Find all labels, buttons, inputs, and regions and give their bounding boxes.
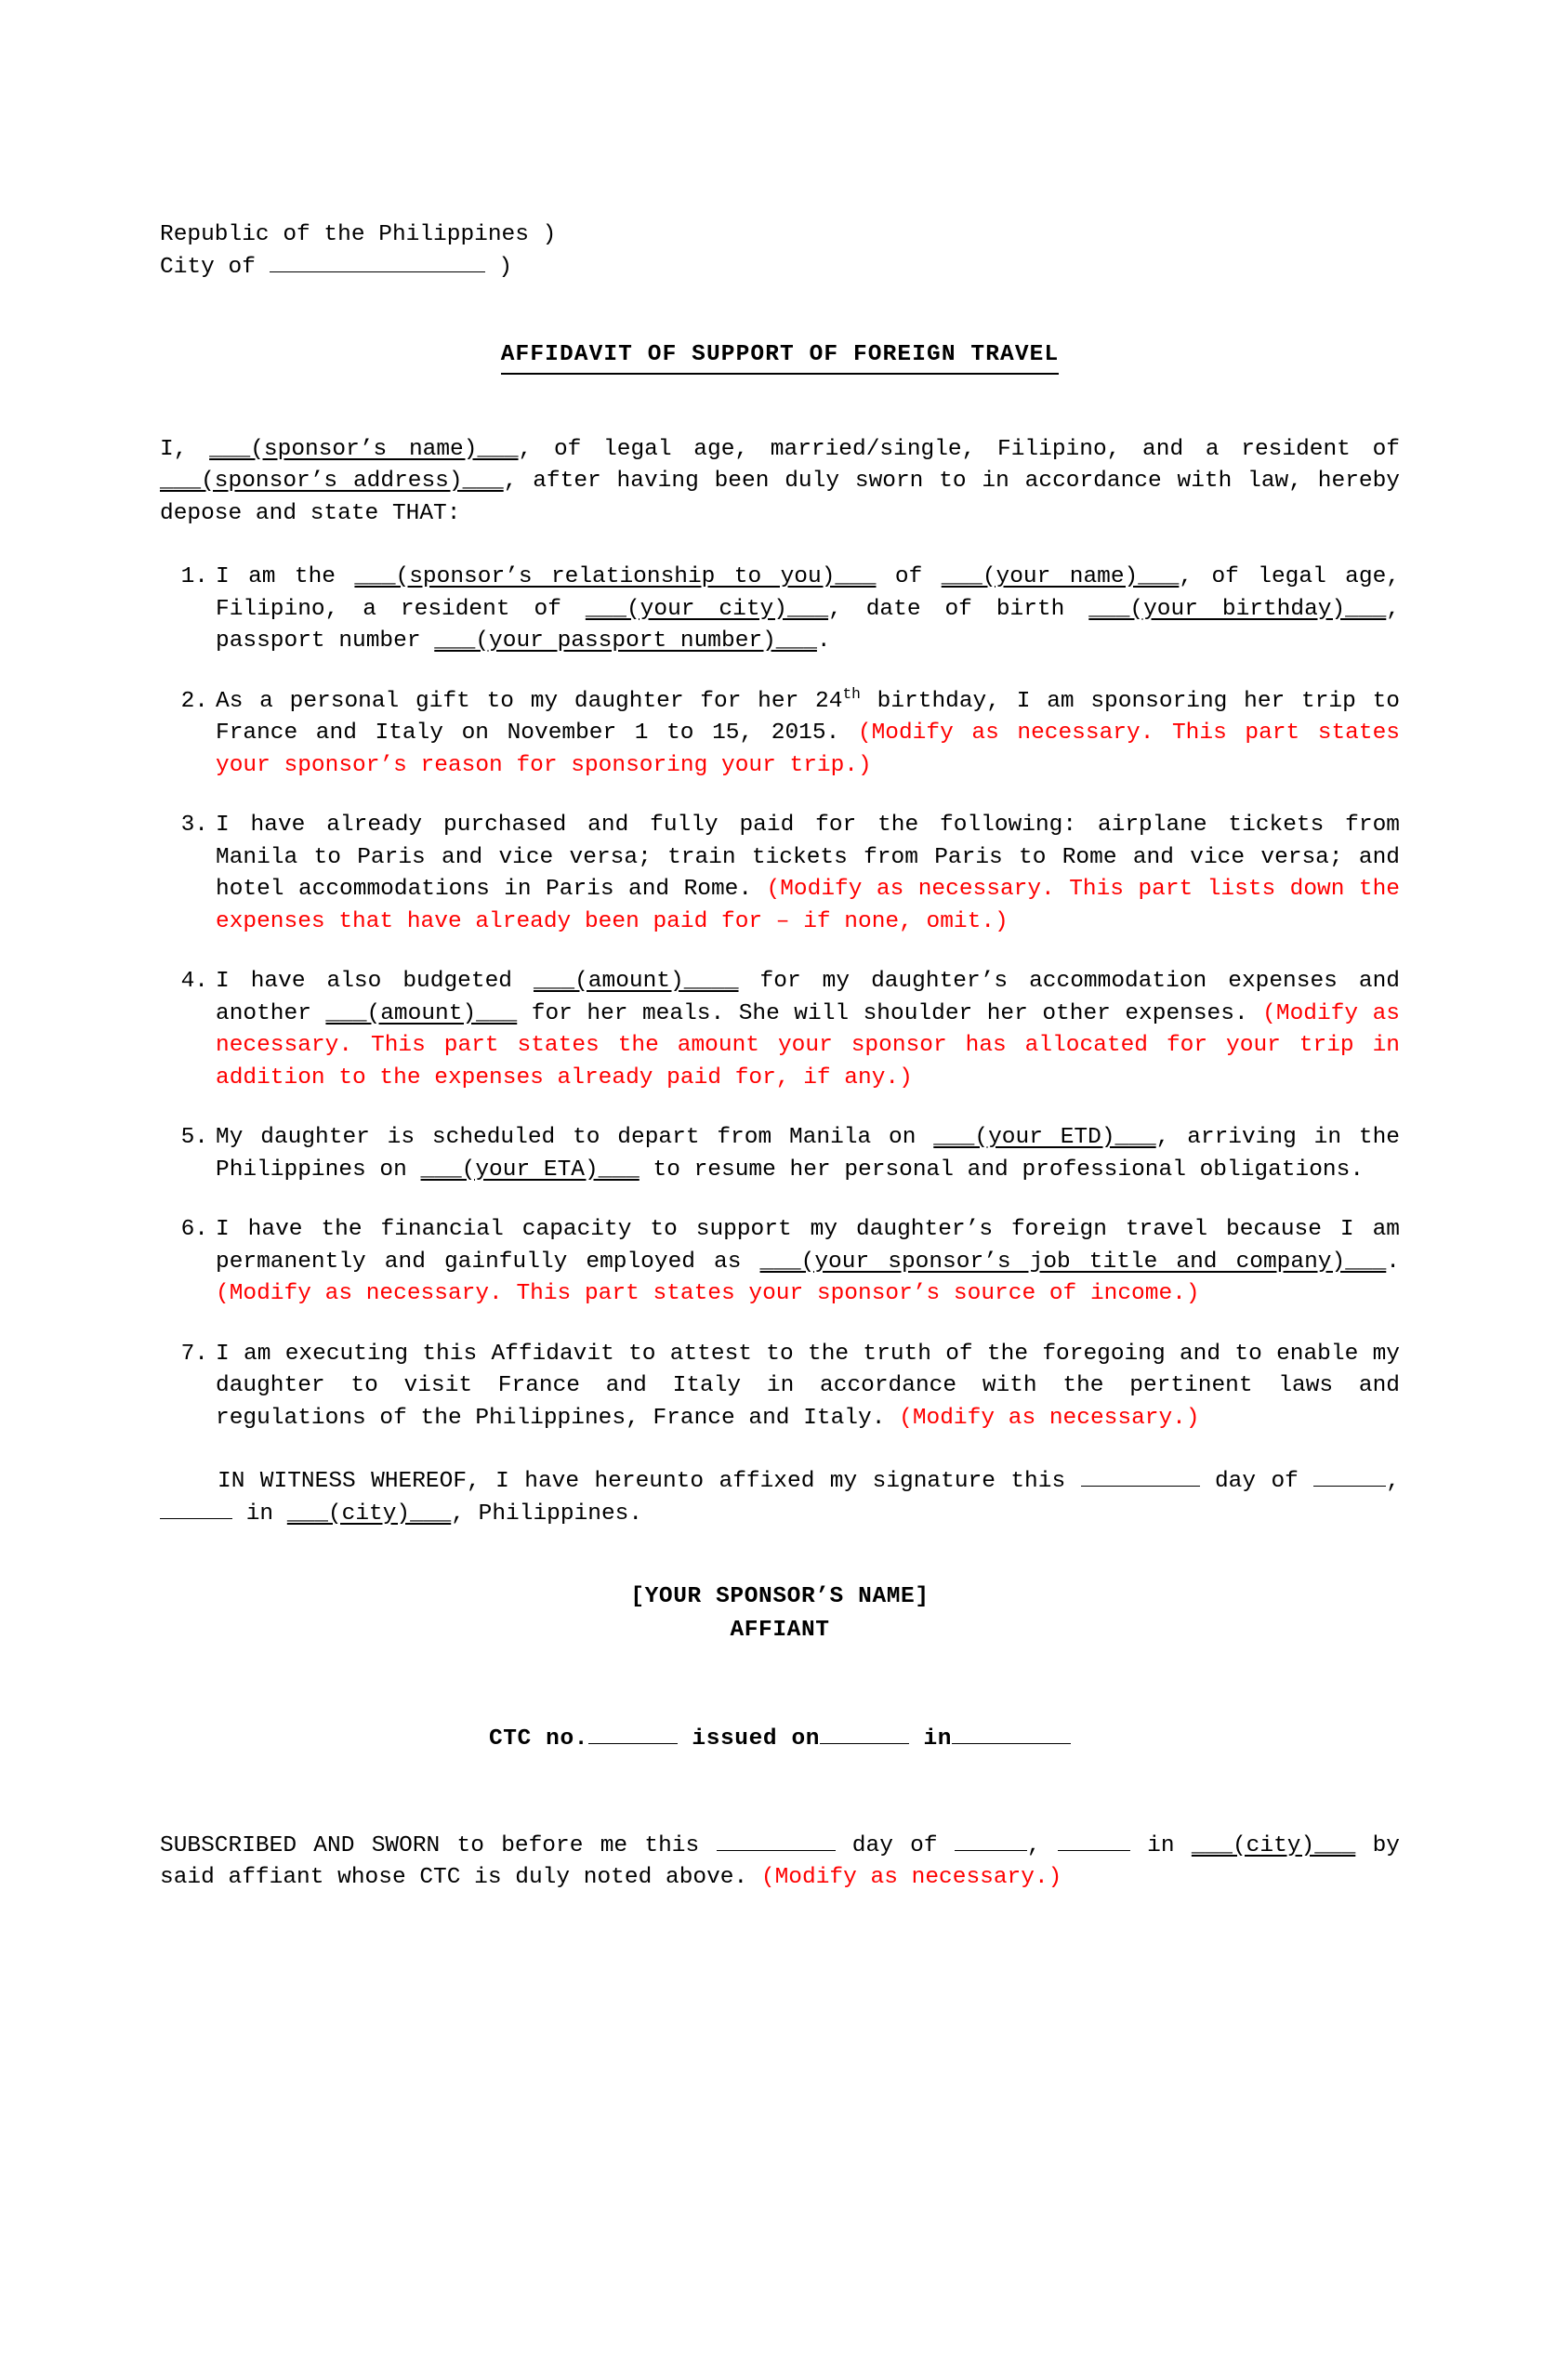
republic-heading	[160, 219, 1400, 284]
amount-accommodation-field[interactable]: ___(amount)____	[533, 969, 739, 994]
clause-4-text-3: for her meals. She will shoulder her other expenses.	[517, 1000, 1263, 1026]
jurat-year-blank[interactable]	[1058, 1850, 1130, 1851]
city-line	[160, 252, 1400, 284]
witness-city-field[interactable]: ___(city)___	[286, 1501, 452, 1527]
clause-1-text-4: , date of birth	[828, 596, 1089, 622]
republic-line: Republic of the Philippines )	[160, 222, 557, 247]
city-label: City of	[160, 254, 270, 280]
your-name-field[interactable]: ___(your name)___	[941, 564, 1180, 589]
jurat-city-field[interactable]: ___(city)___	[1191, 1832, 1356, 1858]
affiant-label: AFFIANT	[730, 1618, 830, 1643]
clause-4-text-1: I have also budgeted	[216, 969, 534, 994]
witness-text-5: , Philippines.	[451, 1501, 643, 1527]
birthday-field[interactable]: ___(your birthday)___	[1088, 596, 1387, 622]
intro-text-2: , of legal age, married/single, Filipino, and a resident of	[518, 436, 1400, 462]
intro-text-1: I,	[160, 436, 210, 462]
clause-4-note: (Modify as necessary. This part states the amount your sponsor has allocated for your trip in addition to the expenses already paid for, if any.)	[216, 1000, 1400, 1091]
ctc-in-label: in	[923, 1726, 953, 1752]
clause-6-text-1: I have the financial capacity to support my daughter’s foreign travel because I am permanently and gainfully employed as	[216, 1217, 1400, 1275]
witness-text-3: ,	[1386, 1469, 1400, 1494]
ctc-number-blank[interactable]	[588, 1743, 678, 1744]
ctc-date-blank[interactable]	[820, 1743, 909, 1744]
signature-block	[160, 1580, 1400, 1647]
clause-5-text-2: , arriving in the Philippines on	[216, 1125, 1400, 1183]
intro-paragraph	[160, 434, 1400, 531]
clause-7-text-1: I am executing this Affidavit to attest to the truth of the foregoing and to enable my daughter to visit France and Italy in accordance with the pertinent laws and regulations of the Philippines, France and Italy.	[216, 1341, 1400, 1431]
document-body	[160, 219, 1400, 1895]
clause-7-note: (Modify as necessary.)	[899, 1405, 1200, 1431]
numbered-clause-list	[160, 562, 1400, 1435]
clause-1-text-6: .	[816, 628, 831, 654]
witness-day-blank[interactable]	[1081, 1486, 1200, 1487]
witness-paragraph	[160, 1466, 1400, 1530]
clause-5-text-3: to resume her personal and professional obligations.	[639, 1157, 1365, 1183]
etd-field[interactable]: ___(your ETD)___	[933, 1125, 1156, 1150]
clause-item-3	[160, 810, 1400, 938]
relationship-field[interactable]: ___(sponsor’s relationship to you)___	[354, 564, 877, 589]
clause-1-text-1: I am the	[216, 564, 355, 589]
jurat-text-5: by said affiant whose CTC is duly noted above.	[160, 1832, 1401, 1890]
your-city-field[interactable]: ___(your city)___	[585, 596, 829, 622]
witness-month-blank[interactable]	[1313, 1486, 1386, 1487]
page-title: AFFIDAVIT OF SUPPORT OF FOREIGN TRAVEL	[501, 339, 1060, 375]
clause-6-text-2: .	[1386, 1249, 1400, 1275]
document-title-wrap	[160, 339, 1400, 375]
jurat-text-2: day of	[835, 1832, 955, 1858]
job-title-company-field[interactable]: ___(your sponsor’s job title and company)___	[759, 1249, 1387, 1275]
jurat-day-blank[interactable]	[717, 1850, 836, 1851]
clause-item-4	[160, 966, 1400, 1094]
witness-year-blank[interactable]	[160, 1518, 232, 1519]
witness-text-4: in	[232, 1501, 287, 1527]
clause-6-note: (Modify as necessary. This part states your sponsor’s source of income.)	[216, 1281, 1200, 1306]
eta-field[interactable]: ___(your ETA)___	[420, 1157, 640, 1183]
clause-2-text-1: As a personal gift to my daughter for her 24	[216, 688, 843, 714]
city-blank[interactable]	[270, 271, 485, 272]
ctc-place-blank[interactable]	[952, 1743, 1071, 1744]
clause-3-text-1: I have already purchased and fully paid for the following: airplane tickets from Manila to Paris and vice versa; train tickets from Paris to Rome and vice versa; and hotel accommodations in Paris and Rome.	[216, 813, 1400, 902]
witness-text-2: day of	[1199, 1469, 1314, 1494]
clause-item-1	[160, 562, 1400, 658]
sponsor-address-field[interactable]: ___(sponsor’s address)___	[160, 469, 504, 494]
clause-item-6	[160, 1214, 1400, 1311]
jurat-text-1: SUBSCRIBED AND SWORN to before me this	[160, 1832, 717, 1858]
jurat-note: (Modify as necessary.)	[760, 1865, 1062, 1890]
clause-item-5	[160, 1122, 1400, 1186]
witness-text-1: IN WITNESS WHEREOF, I have hereunto affixed my signature this	[218, 1469, 1081, 1494]
clause-5-text-1: My daughter is scheduled to depart from Manila on	[216, 1125, 934, 1150]
clause-1-text-2: of	[876, 564, 942, 589]
jurat-text-4: in	[1129, 1832, 1192, 1858]
clause-1-text-3: , of legal age, Filipino, a resident of	[216, 564, 1400, 622]
amount-meals-field[interactable]: ___(amount)___	[325, 1000, 518, 1026]
ctc-issued-label: issued on	[692, 1726, 821, 1752]
jurat-month-blank[interactable]	[955, 1850, 1027, 1851]
jurat-text-3: ,	[1026, 1832, 1058, 1858]
affiant-name: [YOUR SPONSOR’S NAME]	[630, 1584, 930, 1609]
sponsor-name-field[interactable]: ___(sponsor’s name)___	[209, 436, 519, 462]
intro-text-3: , after having been duly sworn to in accordance with law, hereby depose and state THAT:	[160, 469, 1401, 526]
clause-item-7	[160, 1339, 1400, 1435]
clause-1-text-5: , passport number	[216, 596, 1400, 654]
clause-2-text-2: birthday, I am sponsoring her trip to France and Italy on November 1 to 15, 2015.	[216, 688, 1400, 746]
clause-3-note: (Modify as necessary. This part lists down the expenses that have already been paid for – if none, omit.)	[216, 877, 1400, 934]
clause-2-note: (Modify as necessary. This part states your sponsor’s reason for sponsoring your trip.)	[216, 721, 1400, 778]
ordinal-suffix: th	[842, 685, 861, 703]
ctc-block	[160, 1724, 1400, 1756]
passport-number-field[interactable]: ___(your passport number)___	[434, 628, 817, 654]
ctc-label: CTC no.	[488, 1726, 589, 1752]
clause-4-text-2: for my daughter’s accommodation expenses and another	[216, 969, 1400, 1026]
city-paren: )	[484, 254, 513, 280]
jurat-paragraph	[160, 1831, 1400, 1895]
clause-item-2	[160, 686, 1400, 783]
